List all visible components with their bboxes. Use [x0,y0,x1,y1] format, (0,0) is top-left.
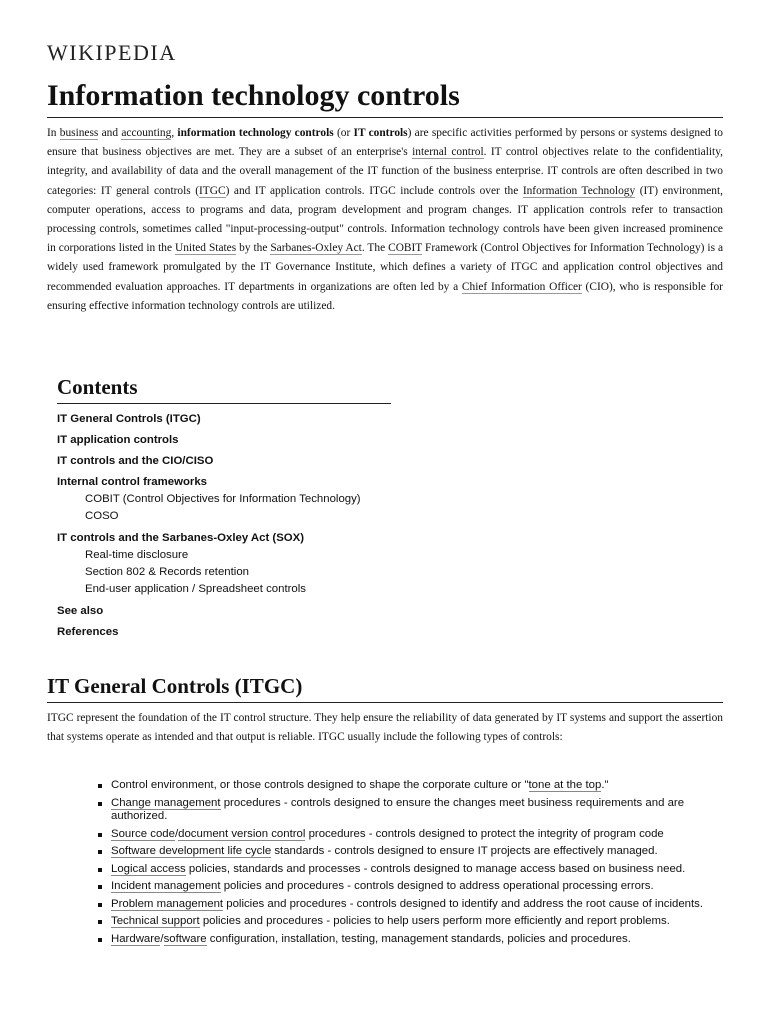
toc-subitem[interactable]: End-user application / Spreadsheet controls [85,583,306,595]
link-sarbanes-oxley[interactable]: Sarbanes-Oxley Act [270,242,362,255]
item-text: configuration, installation, testing, management standards, policies and procedures. [206,932,631,945]
list-item [111,779,733,793]
link-business[interactable]: business [59,127,99,139]
link-hardware[interactable]: Hardware [111,932,161,945]
section-heading-itgc: IT General Controls (ITGC) [47,672,723,703]
link-source-code[interactable]: Source code [111,827,175,840]
bold-term: IT controls [353,127,408,139]
toc-item-group [57,475,391,525]
link-accounting[interactable]: accounting [121,127,172,139]
link-change-management[interactable]: Change management [111,796,221,809]
link-logical-access[interactable]: Logical access [111,862,186,875]
link-cio[interactable]: Chief Information Officer [461,280,582,293]
item-text: ." [601,779,609,791]
link-itgc[interactable]: ITGC [199,184,226,197]
list-item [111,933,733,947]
intro-text: ) are specific activities performed by persons or systems designed to ensure that business objectives are met. They are a subset of an enterprise's [47,127,723,159]
toc-subitem[interactable]: Real-time disclosure [85,549,189,561]
intro-text: (or [333,127,354,139]
item-text: policies and procedures - policies to help users perform more efficiently and report problems. [199,915,670,927]
intro-text: ) and IT application controls. ITGC include controls over the [225,184,523,197]
item-text: procedures - controls designed to protect the integrity of program code [305,827,664,840]
intro-text: Framework (Control Objectives for Information Technology) is a widely used framework promulgated by the IT Governance Institute, which defines a variety of ITGC and application control objectives and recommended evaluation approaches. IT departments in organizations are often led by a [47,242,724,293]
list-item [111,915,733,929]
wikipedia-logo[interactable]: WIKIPEDIA [47,40,177,65]
link-technical-support[interactable]: Technical support [111,915,200,927]
item-text: / [160,932,164,945]
item-text: standards - controls designed to ensure IT projects are effectively managed. [271,845,658,857]
intro-text: In [47,127,60,139]
link-software-development-life-cycle[interactable]: Software development life cycle [111,845,272,857]
toc-item[interactable]: IT controls and the Sarbanes-Oxley Act (SOX) [57,532,305,544]
list-item [111,828,733,842]
link-incident-management[interactable]: Incident management [111,880,221,892]
intro-text: , [171,127,178,139]
intro-text: (CIO), who is responsible for ensuring effective information technology controls are utilized. [47,280,723,312]
intro-paragraph [47,124,723,316]
item-text: / [174,827,179,840]
toc-sublist [85,491,391,525]
toc-item-group [57,531,391,598]
link-cobit[interactable]: COBIT [388,242,423,255]
intro-text: (IT) environment, computer operations, access to programs and data, program development and program changes. IT application controls refer to transaction processing controls, sometimes called "input-processing-output" controls. Information technology controls have been given increased prominence in corporations listed in the [47,184,723,255]
link-information-technology[interactable]: Information Technology [522,184,636,197]
table-of-contents [57,372,391,646]
link-software[interactable]: software [163,932,207,945]
link-united-states[interactable]: United States [175,242,237,255]
toc-item[interactable]: IT controls and the CIO/CISO [57,455,214,467]
toc-item[interactable]: Internal control frameworks [57,476,208,488]
intro-text: . IT control objectives relate to the confidentiality, integrity, and availability of data and the overall management of the IT function of the business enterprise. IT controls are often described in two categories: IT general controls ( [47,146,723,197]
toc-item[interactable]: See also [57,605,104,617]
list-item [111,845,733,859]
bold-term: information technology controls [177,127,334,139]
link-internal-control[interactable]: internal control [412,146,484,159]
itgc-paragraph: ITGC represent the foundation of the IT control structure. They help ensure the reliability of data generated by IT systems and support the assertion that systems operate as intended and that output is reliable. ITGC usually include the following types of controls: [47,712,723,743]
intro-text: . The [361,242,389,255]
itgc-controls-list [111,779,733,950]
toc-item[interactable]: References [57,626,119,638]
list-item [111,797,733,824]
toc-list [57,412,391,640]
list-item [111,863,733,877]
intro-text: by the [236,242,271,255]
link-tone-at-the-top[interactable]: tone at the top [528,779,602,791]
item-text: policies and procedures - controls designed to address operational processing errors. [220,880,654,892]
toc-item[interactable]: IT General Controls (ITGC) [57,413,201,425]
toc-sublist [85,547,391,598]
intro-text: and [98,127,122,139]
toc-item[interactable]: IT application controls [57,434,179,446]
link-document-version-control[interactable]: document version control [178,827,306,840]
toc-heading: Contents [57,372,391,404]
link-problem-management[interactable]: Problem management [111,897,224,910]
list-item [111,898,733,912]
toc-subitem[interactable]: Section 802 & Records retention [85,566,249,578]
toc-subitem[interactable]: COBIT (Control Objectives for Information Technology) [85,493,361,505]
item-text: policies and procedures - controls designed to identify and address the root cause of incidents. [223,897,704,910]
page-title: Information technology controls [47,78,723,118]
toc-subitem[interactable]: COSO [85,510,119,522]
list-item [111,880,733,894]
item-text: policies, standards and processes - controls designed to manage access based on business need. [185,862,686,875]
item-text: procedures - controls designed to ensure the changes meet business requirements and are authorized. [111,796,685,822]
item-text: Control environment, or those controls designed to shape the corporate culture or " [111,779,529,791]
